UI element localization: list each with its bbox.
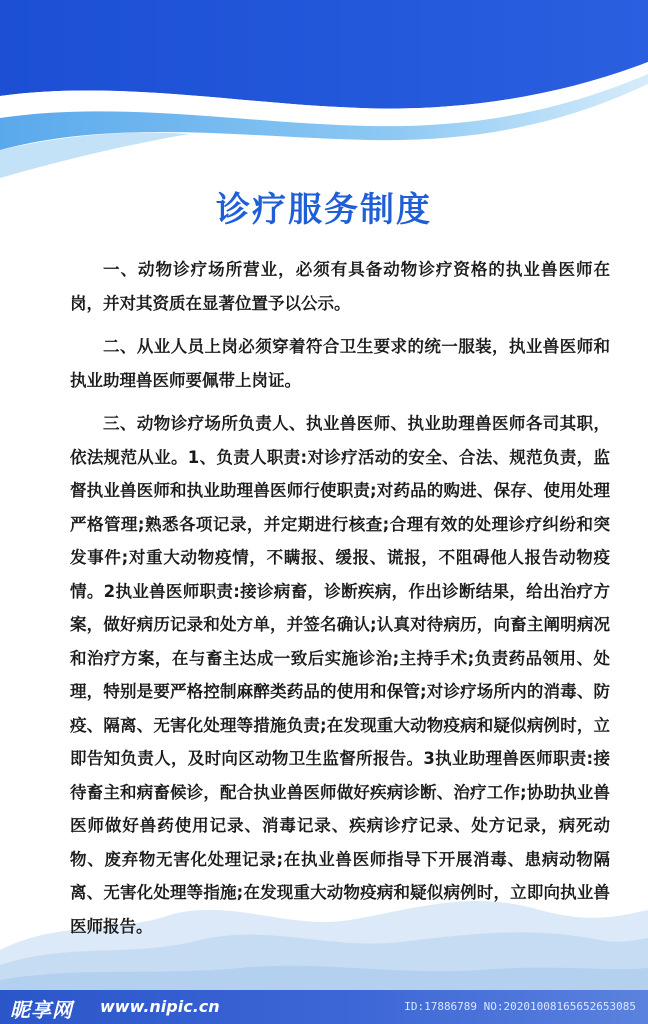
watermark-id: ID:17886789 NO:20201008165652653085 [404,1000,636,1013]
watermark-bar [0,990,648,1024]
header-wave-banner [0,0,648,180]
paragraph-1: 一、动物诊疗场所营业，必须有具备动物诊疗资格的执业兽医师在岗，并对其资质在显著位置予以公示。 [70,260,610,313]
watermark-site: www.nipic.cn [100,997,220,1016]
paragraph-3: 三、动物诊疗场所负责人、执业兽医师、执业助理兽医师各司其职，依法规范从业。1、负责人职责:对诊疗活动的安全、合法、规范负责，监督执业兽医师和执业助理兽医师行使职责;对药品的购进、保存、使用处理严格管理;熟悉各项记录，并定期进行核查;合理有效的处理诊疗纠纷和突发事件;对重大动物疫情，不瞒报、缓报、谎报，不阻碍他人报告动物疫情。2执业兽医师职责:接诊病畜，诊断疾病，作出诊断结果，给出治疗方案，做好病历记录和处方单，并签名确认;认真对待病历，向畜主阐明病况和治疗方案，在与畜主达成一致后实施诊治;主持手术;负责药品领用、处理，特别是要严格控制麻醉类药品的使用和保管;对诊疗场所内的消毒、防疫、隔离、无害化处理等措施负责;在发现重大动物疫病和疑似病例时，立即告知负责人，及时向区动物卫生监督所报告。3执业助理兽医师职责:接待畜主和病畜候诊，配合执业兽医师做好疾病诊断、治疗工作;协助执业兽医师做好兽药使用记录、消毒记录、疾病诊疗记录、处方记录，病死动物、废弃物无害化处理记录;在执业兽医师指导下开展消毒、患病动物隔离、无害化处理等指施;在发现重大动物疫病和疑似病例时，立即向执业兽医师报告。 [70,414,610,936]
page-title: 诊疗服务制度 [216,190,432,230]
document-body [70,253,610,953]
watermark-logo: 昵享网 [10,998,73,1022]
paragraph-2: 二、从业人员上岗必须穿着符合卫生要求的统一服装，执业兽医师和执业助理兽医师要佩带上岗证。 [70,337,610,390]
